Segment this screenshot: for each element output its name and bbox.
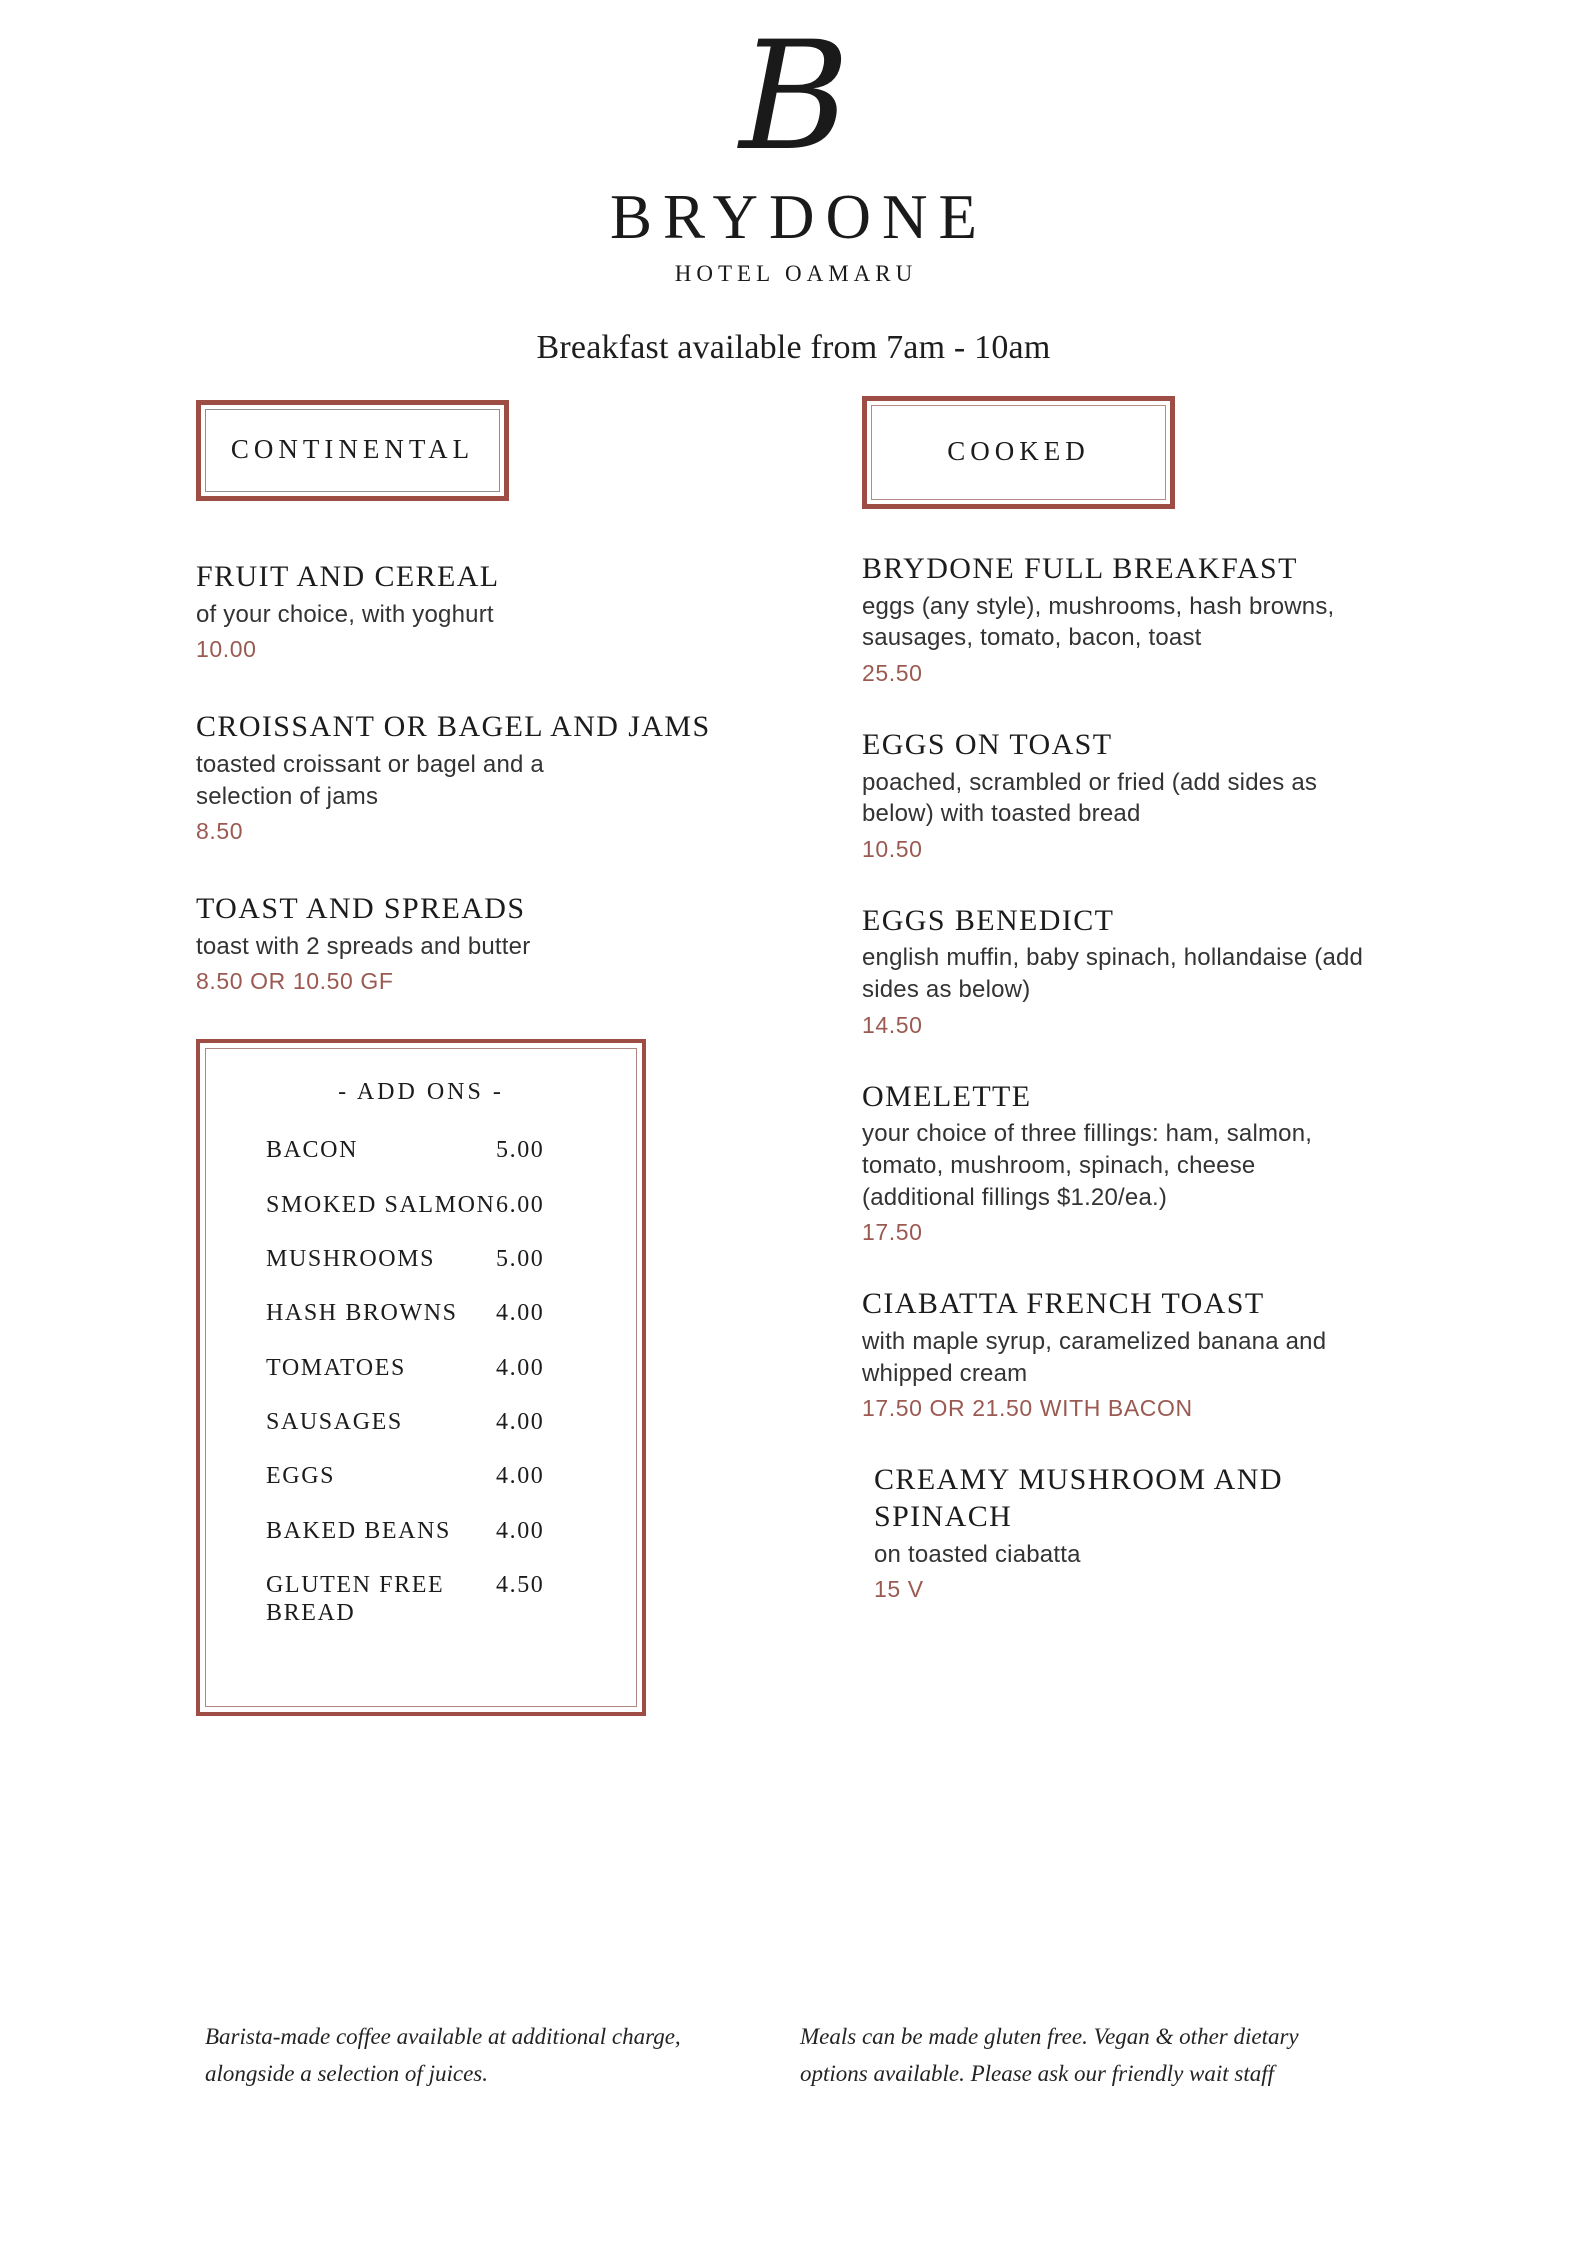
addon-price: 4.00 [496,1517,545,1544]
addon-row [246,1462,596,1490]
addon-price: 4.50 [496,1571,545,1598]
menu-item-title: EGGS ON TOAST [862,727,1113,761]
menu-item-description: toast with 2 spreads and butter [196,932,531,960]
menu-item [862,551,1422,687]
menu-item-description: eggs (any style), mushrooms, hash browns, sausages, tomato, bacon, toast [862,592,1335,652]
addon-row [246,1571,596,1628]
menu-item-title: OMELETTE [862,1079,1032,1113]
menu-item-title: EGGS BENEDICT [862,903,1115,937]
addon-price: 4.00 [496,1463,545,1490]
menu-item-description: your choice of three fillings: ham, salmon, tomato, mushroom, spinach, cheese (additional fillings $1.20/ea.) [862,1120,1313,1211]
addon-price: 4.00 [496,1300,545,1327]
addon-row [246,1299,596,1327]
addon-name: SMOKED SALMON [266,1191,496,1218]
menu-item [862,1079,1422,1247]
menu-item [862,727,1422,863]
addons-box [196,1039,646,1715]
addon-row [246,1245,596,1273]
section-header-continental-label: CONTINENTAL [205,409,500,492]
menu-item-price: 8.50 OR 10.50 GF [196,968,394,995]
menu-item-price: 25.50 [862,659,923,686]
menu-item-description: with maple syrup, caramelized banana and whipped cream [862,1328,1327,1387]
brydone-monogram-icon: B [739,10,848,184]
menu-item-description: on toasted ciabatta [874,1540,1081,1568]
menu-item-price: 17.50 OR 21.50 WITH BACON [862,1395,1193,1422]
menu-item-title: BRYDONE FULL BREAKFAST [862,552,1298,585]
breakfast-hours-tagline: Breakfast available from 7am - 10am [536,329,1051,366]
menu-item-description: of your choice, with yoghurt [196,600,494,628]
menu-item [862,1286,1422,1422]
addon-price: 5.00 [496,1246,545,1273]
menu-item-title: CIABATTA FRENCH TOAST [862,1287,1265,1321]
menu-item [196,709,836,845]
addons-inner [205,1048,637,1706]
addon-price: 5.00 [496,1137,545,1164]
menu-item-description: toasted croissant or bagel and a selection of jams [196,750,544,810]
continental-column [196,400,836,1716]
section-header-cooked-label: COOKED [871,405,1166,500]
addon-name: BACON [266,1137,359,1164]
continental-items [196,559,836,995]
menu-item-title: TOAST AND SPREADS [196,892,526,926]
footer-notes [0,2018,1587,2093]
brand-name: BRYDONE [609,182,989,252]
section-header-cooked [862,396,1175,509]
menu-item [196,559,836,663]
note-coffee: Barista-made coffee available at additional charge, alongside a selection of juices. [205,2024,681,2087]
menu-columns [0,400,1587,1716]
addon-row [246,1354,596,1382]
menu-item-price: 14.50 [862,1011,923,1038]
addon-name: BAKED BEANS [266,1517,451,1544]
section-header-continental [196,400,509,501]
addon-row [246,1136,596,1164]
brand-header [0,0,1587,285]
menu-item-price: 17.50 [862,1219,923,1246]
addon-name: SAUSAGES [266,1409,403,1436]
menu-item-price: 10.50 [862,835,923,862]
menu-item-price: 8.50 [196,818,244,845]
addons-title: - ADD ONS - [338,1079,504,1106]
addon-price: 4.00 [496,1354,545,1381]
addon-row [246,1517,596,1545]
menu-item-title: CREAMY MUSHROOM AND SPINACH [874,1463,1283,1533]
menu-item [862,1462,1422,1603]
addon-name: TOMATOES [266,1354,406,1381]
addon-price: 6.00 [496,1191,545,1218]
menu-item-title: CROISSANT OR BAGEL AND JAMS [196,710,711,744]
cooked-items [862,551,1422,1603]
menu-item-description: poached, scrambled or fried (add sides as below) with toasted bread [862,768,1318,828]
addon-name: GLUTEN FREE BREAD [266,1571,445,1627]
addon-name: MUSHROOMS [266,1246,436,1273]
note-dietary: Meals can be made gluten free. Vegan & other dietary options available. Please ask our friendly wait staff [800,2024,1299,2087]
menu-item [862,903,1422,1039]
addon-row [246,1408,596,1436]
menu-item-price: 10.00 [196,636,257,663]
menu-item [196,891,836,995]
menu-item-price: 15 V [874,1576,924,1603]
menu-item-title: FRUIT AND CEREAL [196,560,500,593]
addon-name: HASH BROWNS [266,1300,458,1327]
cooked-column [862,400,1422,1716]
menu-item-description: english muffin, baby spinach, hollandaise (add sides as below) [862,944,1364,1004]
addon-price: 4.00 [496,1409,545,1436]
brand-subtitle: HOTEL OAMARU [674,261,918,286]
addon-name: EGGS [266,1463,336,1490]
addon-row [246,1191,596,1219]
